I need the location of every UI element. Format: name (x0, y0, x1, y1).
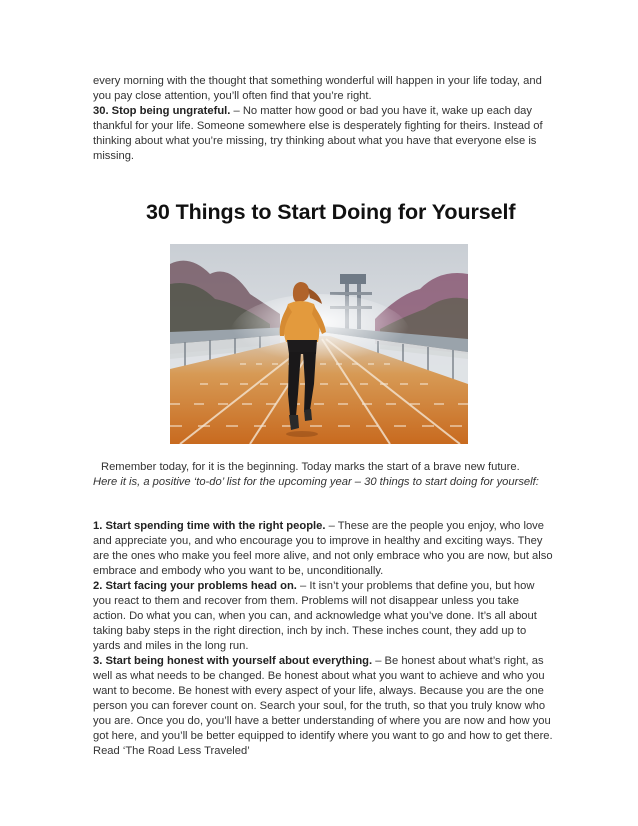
continued-paragraph (93, 74, 553, 164)
item-2-heading: 2. Start facing your problems head on. (93, 580, 297, 592)
section-title: 30 Things to Start Doing for Yourself (146, 200, 516, 224)
item-3-body: – Be honest about what’s right, as well as what needs to be changed. Be honest about what you want to achieve and who you want to become. Be honest with every aspect of your life, always. Because you are the one person you can forever count on. Search your soul, for the truth, so that you truly know who you are. Once you do, you’ll have a better understanding of where you are now and how you got here, and you’ll be better equipped to identify where you want to go and how to get there. Read ‘The Road Less Traveled’ (93, 655, 553, 757)
photo-illustration (170, 244, 468, 444)
document-page (93, 74, 553, 759)
item-1-heading: 1. Start spending time with the right people. (93, 520, 326, 532)
intro-italic: Here it is, a positive ‘to-do’ list for the upcoming year – 30 things to start doing for yourself: (93, 476, 539, 488)
item-1-body: – These are the people you enjoy, who love and appreciate you, and who encourage you to improve in healthy and exciting ways. They are the ones who make you feel more alive, and not only embrace who you are now, but also embrace and embody who you want to be, unconditionally. (93, 520, 553, 577)
spacer (93, 490, 553, 519)
intro-paragraph (93, 460, 553, 490)
item-30-heading: 30. Stop being ungrateful. (93, 105, 231, 117)
item-30-body: – No matter how good or bad you have it, wake up each day thankful for your life. Someone somewhere else is desperately fighting for theirs. Instead of thinking about what you’re missing, try thinking about what you have that everyone else is missing. (93, 105, 543, 162)
list-items (93, 519, 553, 759)
item-2-body: – It isn’t your problems that define you, but how you react to them and recover from them. Problems will not disappear unless you take action. Do what you can, when you can, and acknowledge what you’ve done. It’s all about taking baby steps in the right direction, inch by inch. These inches count, they add up to yards and miles in the long run. (93, 580, 537, 652)
intro-lead: Remember today, for it is the beginning. Today marks the start of a brave new future. (101, 461, 520, 473)
item-3-heading: 3. Start being honest with yourself about everything. (93, 655, 373, 667)
continued-text: every morning with the thought that something wonderful will happen in your life today, and you pay close attention, you’ll often find that you’re right. (93, 75, 542, 102)
running-woman-photo (170, 244, 468, 444)
